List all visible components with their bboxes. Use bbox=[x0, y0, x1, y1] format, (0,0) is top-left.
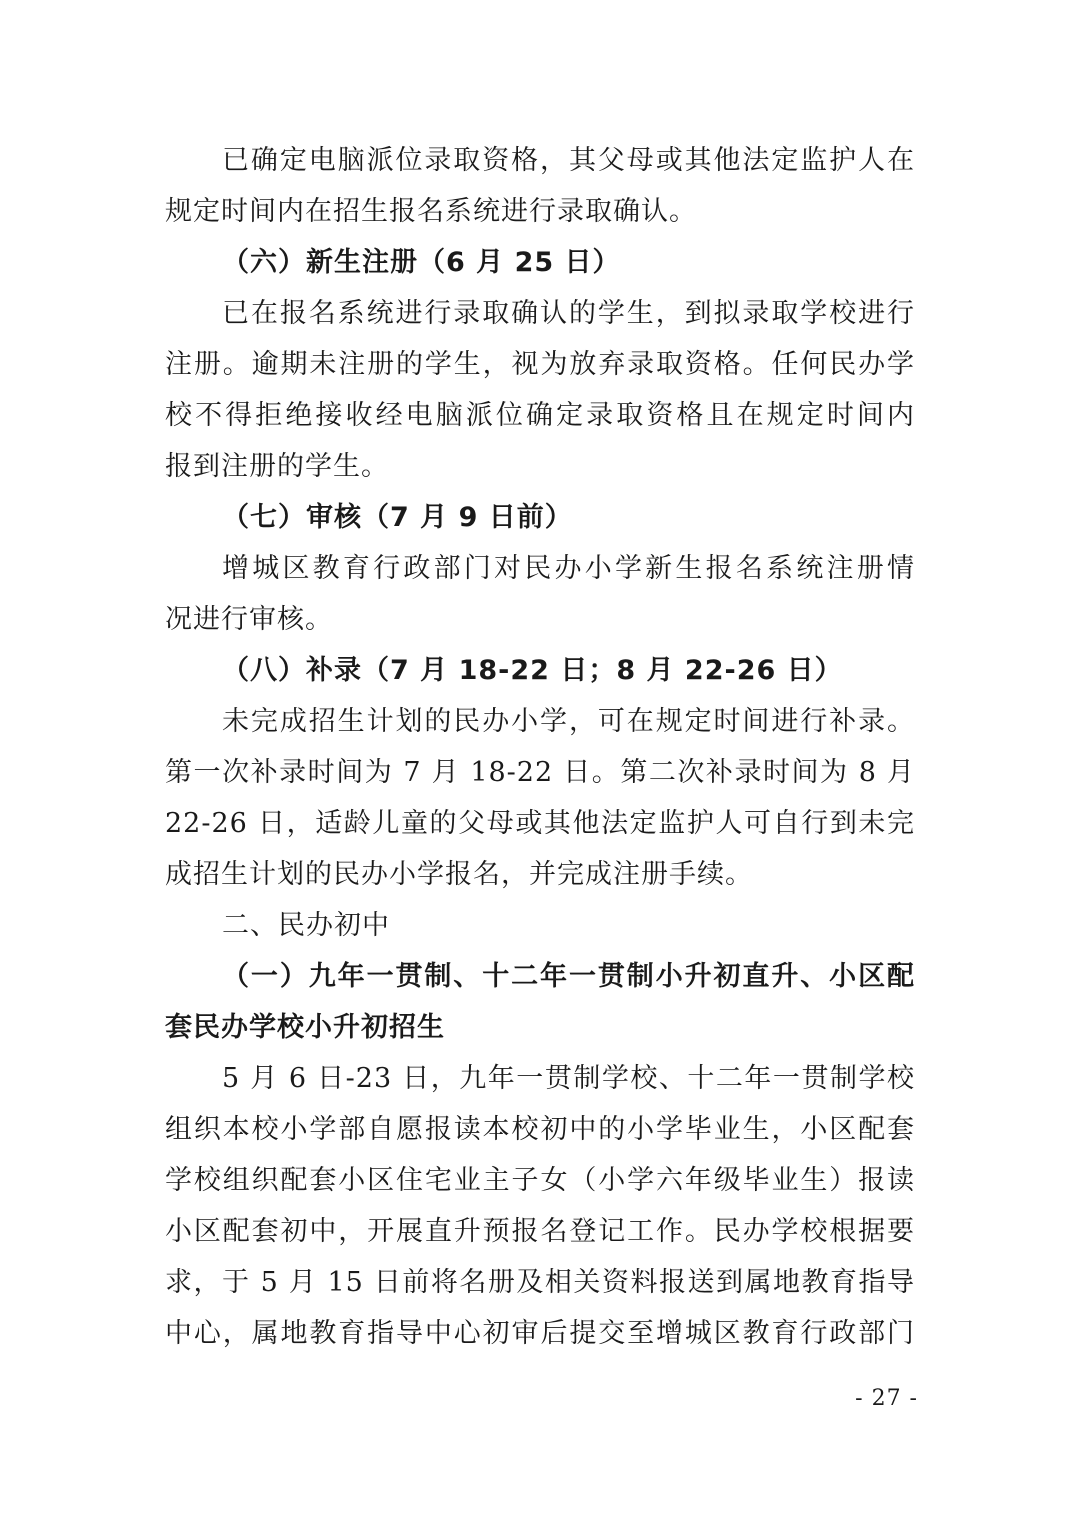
paragraph-line: 校不得拒绝接收经电脑派位确定录取资格且在规定时间内 bbox=[165, 400, 915, 431]
paragraph-line: 增城区教育行政部门对民办小学新生报名系统注册情 bbox=[222, 553, 915, 584]
paragraph-line: 第一次补录时间为 7 月 18-22 日。第二次补录时间为 8 月 bbox=[165, 757, 915, 788]
paragraph-line: 成招生计划的民办小学报名，并完成注册手续。 bbox=[165, 859, 753, 890]
section-heading: （六）新生注册（6 月 25 日） bbox=[222, 247, 621, 278]
paragraph-line: 况进行审核。 bbox=[165, 604, 333, 635]
chapter-heading: 二、民办初中 bbox=[222, 910, 390, 941]
section-heading: （八）补录（7 月 18-22 日；8 月 22-26 日） bbox=[222, 655, 843, 686]
section-heading: 套民办学校小升初招生 bbox=[165, 1012, 445, 1043]
paragraph-line: 已在报名系统进行录取确认的学生，到拟录取学校进行 bbox=[222, 298, 915, 329]
paragraph-line: 组织本校小学部自愿报读本校初中的小学毕业生，小区配套 bbox=[165, 1114, 915, 1145]
section-heading: （一）九年一贯制、十二年一贯制小升初直升、小区配 bbox=[222, 961, 915, 992]
paragraph-line: 22-26 日，适龄儿童的父母或其他法定监护人可自行到未完 bbox=[165, 808, 915, 839]
paragraph-line: 中心，属地教育指导中心初审后提交至增城区教育行政部门 bbox=[165, 1318, 915, 1349]
paragraph-line: 未完成招生计划的民办小学，可在规定时间进行补录。 bbox=[222, 706, 915, 737]
section-heading: （七）审核（7 月 9 日前） bbox=[222, 502, 573, 533]
paragraph-line: 规定时间内在招生报名系统进行录取确认。 bbox=[165, 196, 697, 227]
paragraph-line: 学校组织配套小区住宅业主子女（小学六年级毕业生）报读 bbox=[165, 1165, 915, 1196]
paragraph-line: 已确定电脑派位录取资格，其父母或其他法定监护人在 bbox=[222, 145, 915, 176]
paragraph-line: 报到注册的学生。 bbox=[165, 451, 389, 482]
paragraph-line: 小区配套初中，开展直升预报名登记工作。民办学校根据要 bbox=[165, 1216, 915, 1247]
paragraph-line: 求，于 5 月 15 日前将名册及相关资料报送到属地教育指导 bbox=[165, 1267, 915, 1298]
paragraph-line: 5 月 6 日-23 日，九年一贯制学校、十二年一贯制学校 bbox=[222, 1063, 915, 1094]
page-number: - 27 - bbox=[855, 1386, 918, 1411]
paragraph-line: 注册。逾期未注册的学生，视为放弃录取资格。任何民办学 bbox=[165, 349, 915, 380]
